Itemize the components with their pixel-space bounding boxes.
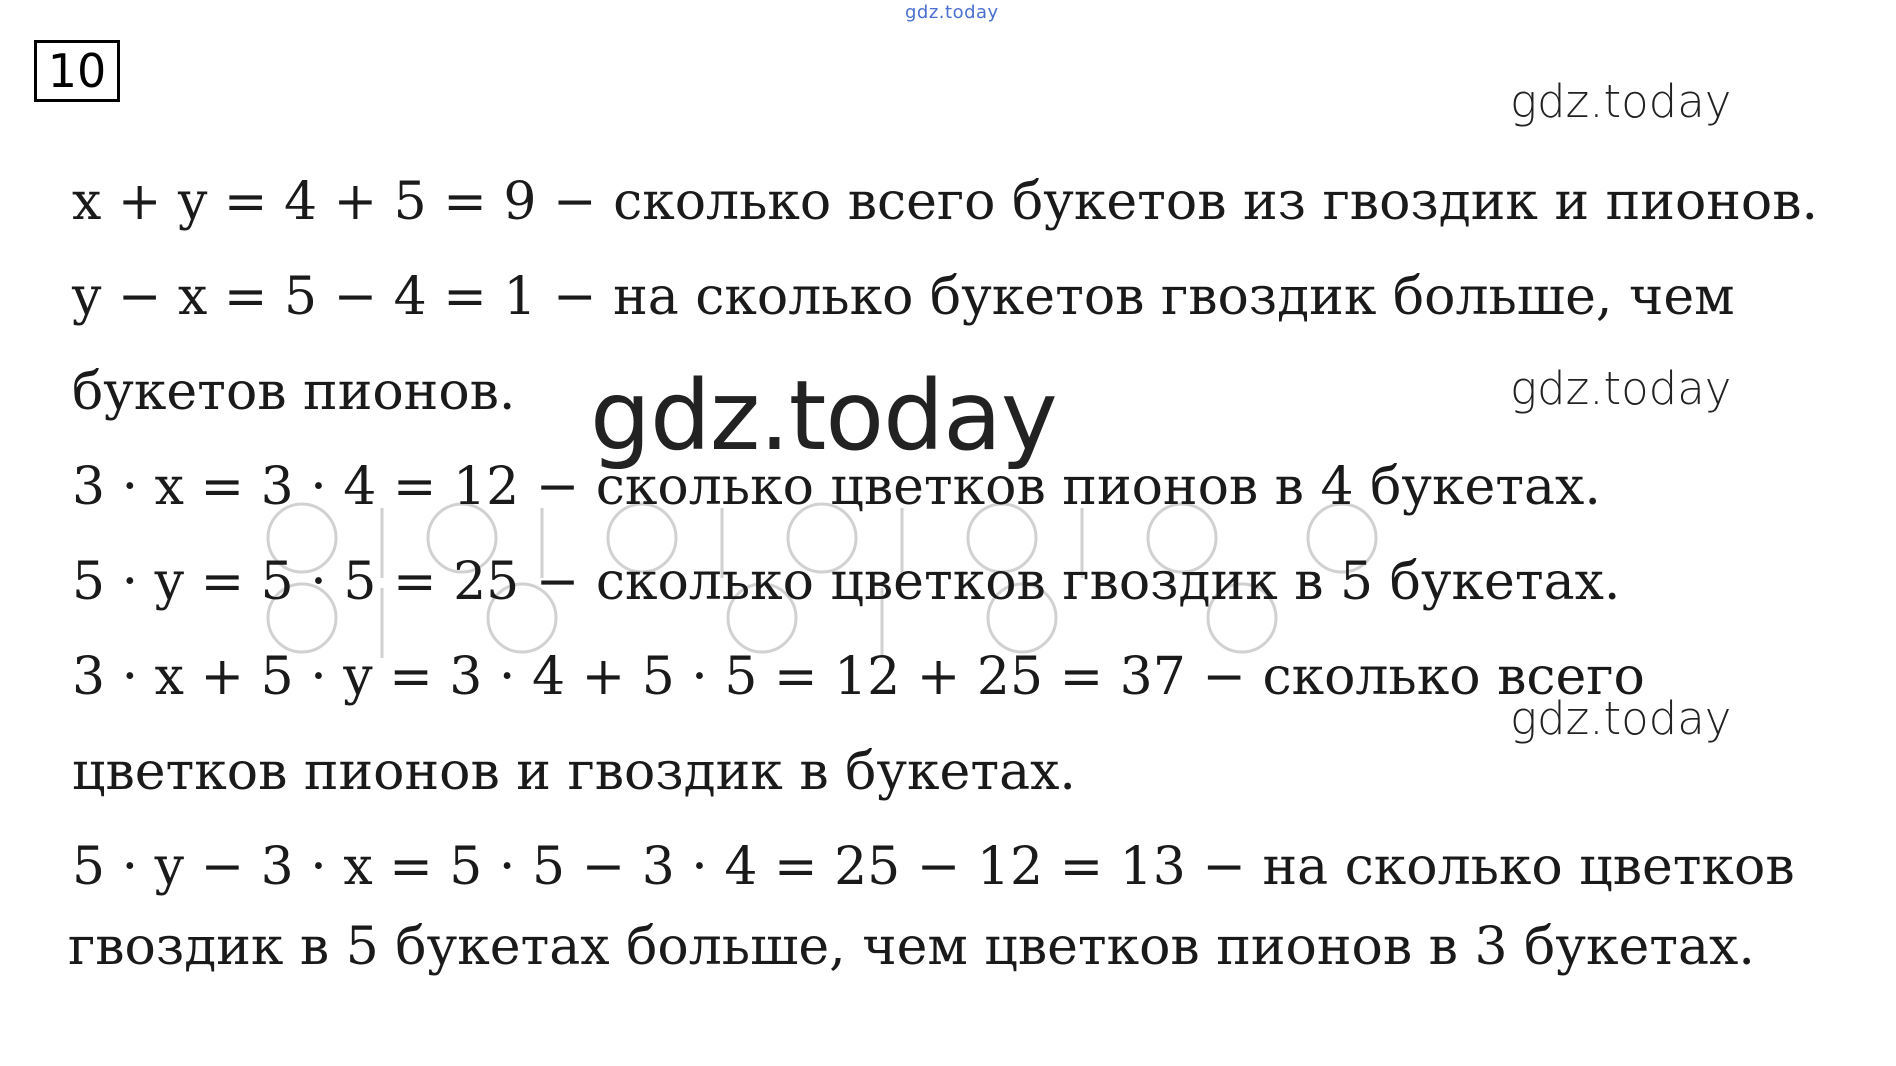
watermark-side-2: gdz.today xyxy=(1510,362,1732,415)
text-line-7: цветков пионов и гвоздик в букетах. xyxy=(72,742,1076,802)
text-line-4: 3 · x = 3 · 4 = 12 − сколько цветков пионов в 4 букетах. xyxy=(72,457,1601,517)
text-line-3: букетов пионов. xyxy=(72,362,516,422)
watermark-big: gdz.today xyxy=(590,360,1057,472)
text-line-1: x + y = 4 + 5 = 9 − сколько всего букетов из гвоздик и пионов. xyxy=(72,172,1819,232)
task-number-badge: 10 xyxy=(34,40,120,102)
text-line-9: гвоздик в 5 букетах больше, чем цветков пионов в 3 букетах. xyxy=(68,917,1755,977)
text-line-5: 5 · y = 5 · 5 = 25 − сколько цветков гвоздик в 5 букетах. xyxy=(72,552,1621,612)
text-line-6: 3 · x + 5 · y = 3 · 4 + 5 · 5 = 12 + 25 = 37 − сколько всего xyxy=(72,647,1645,707)
watermark-side-1: gdz.today xyxy=(1510,75,1732,128)
watermark-top: gdz.today xyxy=(905,2,999,23)
text-line-2: y − x = 5 − 4 = 1 − на сколько букетов гвоздик больше, чем xyxy=(72,267,1735,327)
text-line-8: 5 · y − 3 · x = 5 · 5 − 3 · 4 = 25 − 12 = 13 − на сколько цветков xyxy=(72,837,1795,897)
watermark-side-3: gdz.today xyxy=(1510,692,1732,745)
